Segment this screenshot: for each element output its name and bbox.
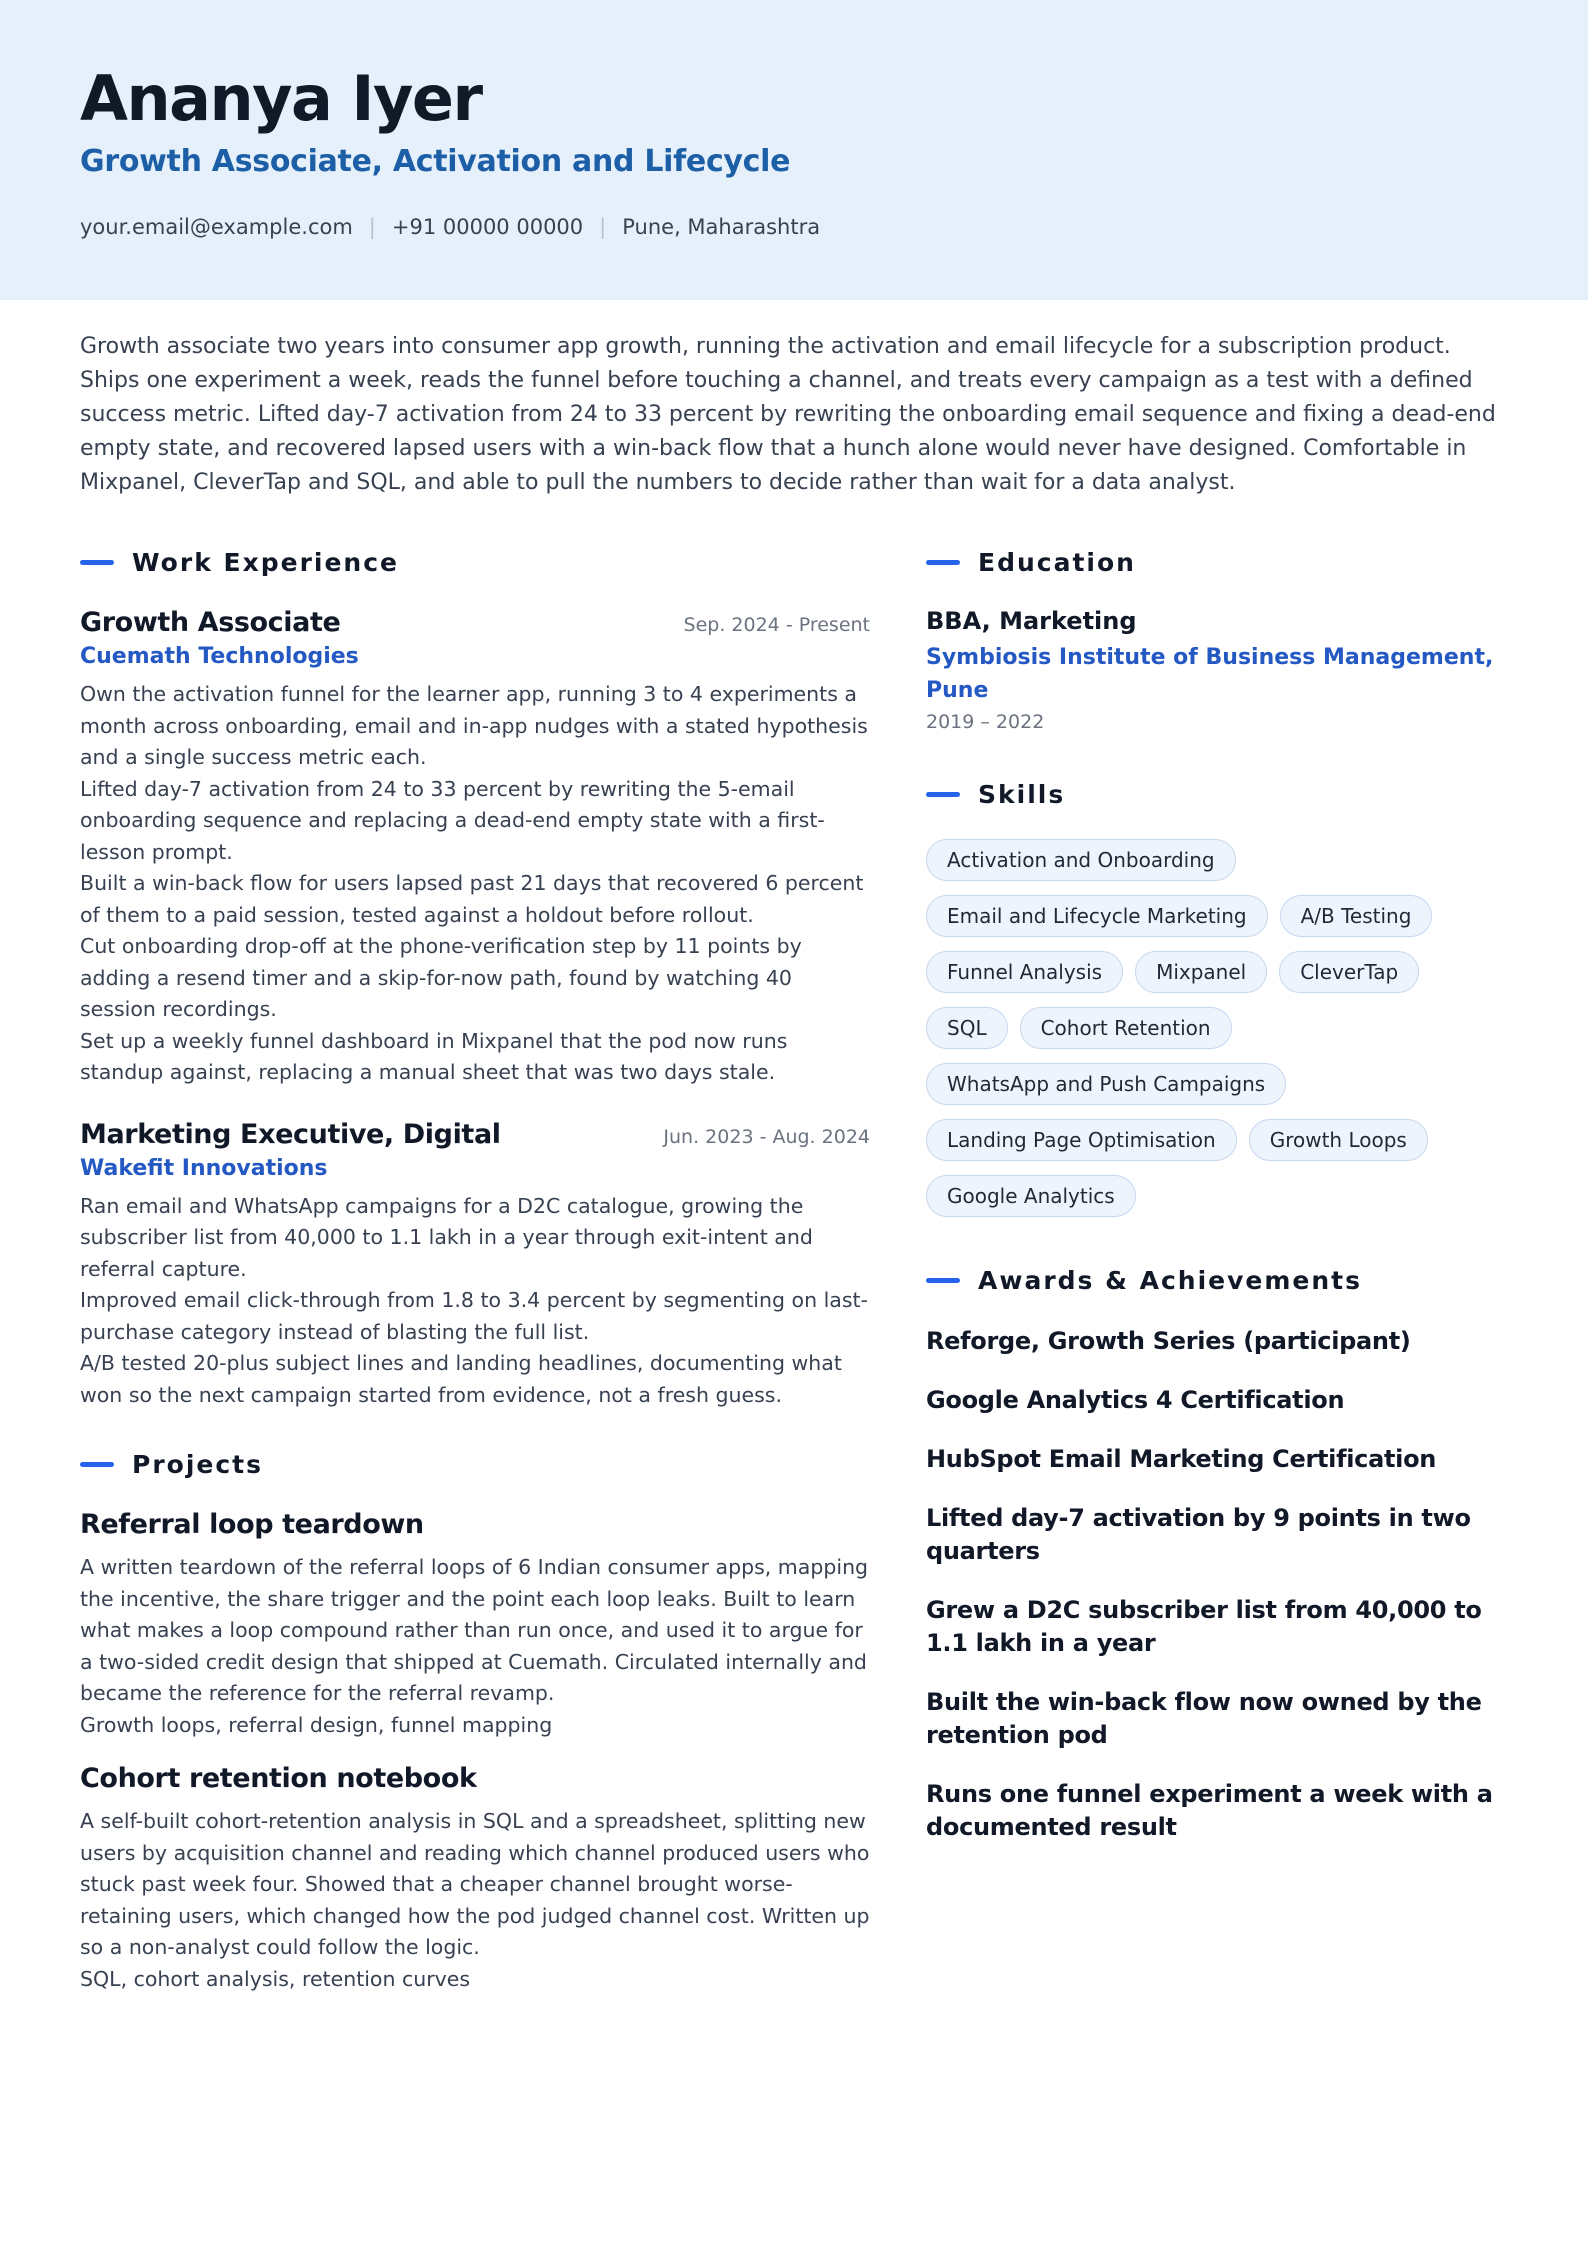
award-item: Grew a D2C subscriber list from 40,000 to 1.1 lakh in a year — [926, 1596, 1482, 1657]
skill-chip: WhatsApp and Push Campaigns — [926, 1063, 1286, 1105]
candidate-role: Growth Associate, Activation and Lifecycle — [80, 144, 791, 179]
job-bullet: Built a win-back flow for users lapsed past 21 days that recovered 6 percent of them to a paid session, tested against a holdout before rollout. — [80, 871, 864, 927]
heading-accent-bar — [926, 792, 960, 797]
work-heading: Work Experience — [132, 547, 399, 577]
skill-chip: Google Analytics — [926, 1175, 1136, 1217]
project-description: A written teardown of the referral loops of 6 Indian consumer apps, mapping the incentive, the share trigger and the point each loop leaks. Built to learn what makes a loop compound rather than run once, and used it to argue for a two-sided credit design that shipped at Cuemath. Circulated internally and became the reference for the referral revamp. — [80, 1555, 869, 1705]
job-bullet: Lifted day-7 activation from 24 to 33 percent by rewriting the 5-email onboarding sequence and replacing a dead-end empty state with a first-lesson prompt. — [80, 776, 825, 864]
award-item: HubSpot Email Marketing Certification — [926, 1445, 1437, 1473]
skill-chip: A/B Testing — [1280, 895, 1433, 937]
education-years: 2019 – 2022 — [926, 711, 1045, 733]
award-item: Runs one funnel experiment a week with a documented result — [926, 1780, 1493, 1841]
job-bullet: Ran email and WhatsApp campaigns for a D2C catalogue, growing the subscriber list from 40,000 to 1.1 lakh in a year through exit-intent and referral capture. — [80, 1193, 813, 1281]
job-date: Sep. 2024 - Present — [683, 614, 870, 636]
project-description: A self-built cohort-retention analysis in SQL and a spreadsheet, splitting new users by acquisition channel and reading which channel produced users who stuck past week four. Showed that a cheaper channel brought worse-retaining users, which changed how the pod judged channel cost. Written up so a non-analyst could follow the logic. — [80, 1809, 870, 1959]
skill-chip: CleverTap — [1279, 951, 1419, 993]
candidate-name: Ananya Iyer — [80, 62, 482, 135]
award-item: Built the win-back flow now owned by the retention pod — [926, 1688, 1482, 1749]
job-bullet: Cut onboarding drop-off at the phone-verification step by 11 points by adding a resend timer and a skip-for-now path, found by watching 40 session recordings. — [80, 934, 802, 1021]
contact-separator: | — [599, 215, 607, 239]
job-title: Marketing Executive, Digital — [80, 1118, 501, 1150]
contact-location: Pune, Maharashtra — [622, 215, 821, 239]
work-section-heading — [80, 545, 870, 579]
awards-section-heading — [926, 1263, 1506, 1297]
right-column — [926, 545, 1506, 1870]
summary-paragraph: Growth associate two years into consumer app growth, running the activation and email lifecycle for a subscription product. Ships one experiment a week, reads the funnel before touching a channel, and treats every campaign as a test with a defined success metric. Lifted day-7 activation from 24 to 33 percent by rewriting the onboarding email sequence and fixing a dead-end empty state, and recovered lapsed users with a win-back flow that a hunch alone would never have designed. Comfortable in Mixpanel, CleverTap and SQL, and able to pull the numbers to decide rather than wait for a data analyst. — [80, 334, 1496, 495]
contact-line — [80, 215, 820, 239]
skill-chip: Funnel Analysis — [926, 951, 1123, 993]
skill-chip: Mixpanel — [1135, 951, 1267, 993]
heading-accent-bar — [926, 560, 960, 565]
skill-chip: Email and Lifecycle Marketing — [926, 895, 1268, 937]
job-bullet: Own the activation funnel for the learner app, running 3 to 4 experiments a month across onboarding, email and in-app nudges with a stated hypothesis and a single success metric each. — [80, 682, 868, 769]
job-bullet: Set up a weekly funnel dashboard in Mixpanel that the pod now runs standup against, replacing a manual sheet that was two days stale. — [80, 1028, 788, 1084]
education-degree: BBA, Marketing — [926, 607, 1137, 635]
skill-chip: Activation and Onboarding — [926, 839, 1236, 881]
education-section-heading — [926, 545, 1506, 579]
project-title: Referral loop teardown — [80, 1509, 424, 1540]
projects-heading: Projects — [132, 1449, 264, 1479]
header-band — [0, 0, 1588, 300]
project-entry — [80, 1763, 870, 1995]
project-tags: SQL, cohort analysis, retention curves — [80, 1966, 471, 1991]
job-bullet: Improved email click-through from 1.8 to 3.4 percent by segmenting on last-purchase category instead of blasting the full list. — [80, 1288, 868, 1344]
award-item: Google Analytics 4 Certification — [926, 1386, 1345, 1414]
education-school: Symbiosis Institute of Business Management, Pune — [926, 645, 1494, 703]
job-company: Wakefit Innovations — [80, 1155, 328, 1181]
skill-chip: Landing Page Optimisation — [926, 1119, 1237, 1161]
job-company: Cuemath Technologies — [80, 644, 359, 669]
job-entry — [80, 607, 870, 1089]
project-title: Cohort retention notebook — [80, 1763, 477, 1794]
job-bullet: A/B tested 20-plus subject lines and landing headlines, documenting what won so the next campaign started from evidence, not a fresh guess. — [80, 1351, 842, 1407]
contact-separator: | — [368, 215, 376, 239]
award-item: Lifted day-7 activation by 9 points in two quarters — [926, 1504, 1471, 1565]
skills-heading: Skills — [978, 779, 1066, 809]
heading-accent-bar — [80, 560, 114, 565]
skills-chip-list — [926, 839, 1486, 1217]
job-entry — [80, 1119, 870, 1412]
award-item: Reforge, Growth Series (participant) — [926, 1327, 1411, 1355]
skill-chip: Growth Loops — [1249, 1119, 1428, 1161]
left-column — [80, 545, 870, 2017]
job-title: Growth Associate — [80, 607, 341, 638]
education-heading: Education — [978, 547, 1136, 577]
project-tags: Growth loops, referral design, funnel mapping — [80, 1712, 553, 1737]
heading-accent-bar — [80, 1462, 114, 1467]
job-date: Jun. 2023 - Aug. 2024 — [663, 1125, 870, 1148]
skill-chip: SQL — [926, 1007, 1008, 1049]
skills-section-heading — [926, 777, 1506, 811]
project-entry — [80, 1509, 870, 1741]
projects-section-heading — [80, 1447, 870, 1481]
contact-email: your.email@example.com — [80, 215, 353, 239]
skill-chip: Cohort Retention — [1020, 1007, 1232, 1049]
awards-heading: Awards & Achievements — [978, 1265, 1363, 1295]
contact-phone: +91 00000 00000 — [391, 215, 584, 239]
heading-accent-bar — [926, 1278, 960, 1283]
